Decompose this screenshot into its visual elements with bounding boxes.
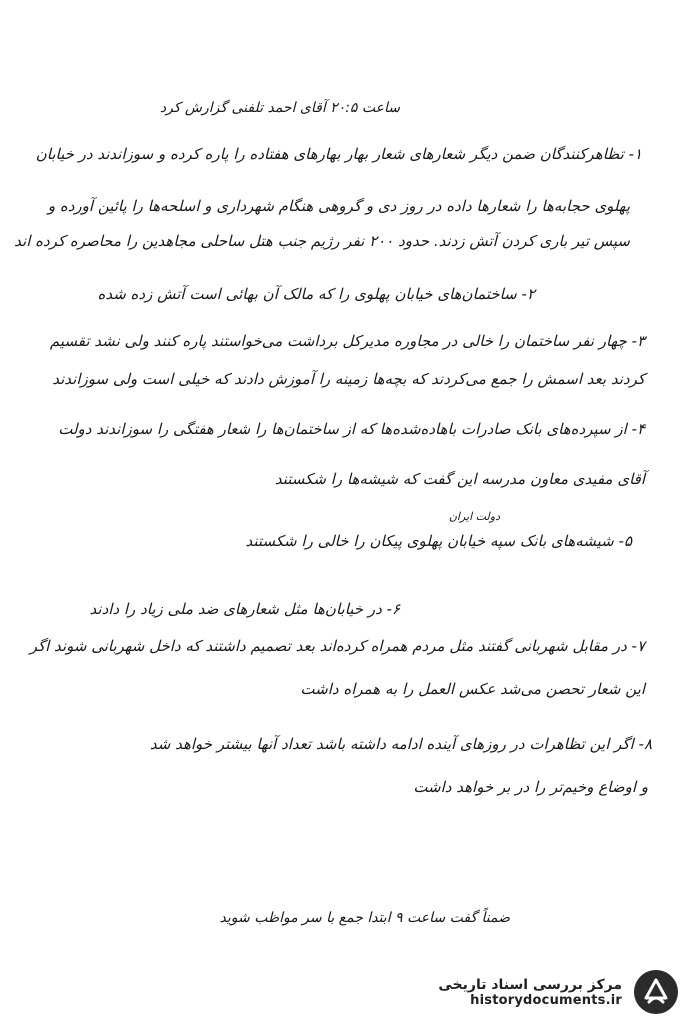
watermark-title: مرکز بررسی اسناد تاریخی [438,976,622,993]
report-line-2: پهلوی حجابه‌ها را شعارها داده در روز دی و گروهی هنگام شهرداری و اسلحه‌ها را پائین آورده و [47,197,630,215]
report-line-5: ۳- چهار نفر ساختمان را خالی در مجاوره مدیرکل برداشت می‌خواستند پاره کنند ولی نشد تقسیم [49,332,645,350]
watermark-url: historydocuments.ir [470,992,622,1008]
archive-logo-icon [632,968,680,1016]
report-line-15: و اوضاع وخیم‌تر را در بر خواهد داشت [413,778,648,796]
report-line-12: ۷- در مقابل شهربانی گفتند مثل مردم همراه کرده‌اند بعد تصمیم داشتند که داخل شهربانی شوند اگر [29,637,645,655]
report-line-10: ۵- شیشه‌های بانک سپه خیابان پهلوی پیکان را خالی را شکستند [245,532,632,550]
report-closing: ضمناً گفت ساعت ۹ ابتدا جمع با سر مواظب شوید [219,910,510,926]
report-line-1: ۱- تظاهرکنندگان ضمن دیگر شعارهای شعار بهار بهارهای هفتاده را پاره کرده و سوزاندند در خیابان [35,145,642,163]
report-line-14: ۸- اگر این تظاهرات در روزهای آینده ادامه داشته باشد تعداد آنها بیشتر خواهد شد [149,735,652,753]
report-line-7: ۴- از سپرده‌های بانک صادرات باهاده‌شده‌ها که از ساختمان‌ها را شعار هفتگی را سوزاندند دولت [58,420,645,438]
report-line-3: سپس تیر باری کردن آتش زدند. حدود ۲۰۰ نفر رژیم جنب هتل ساحلی مجاهدین را محاصره کرده اند [14,232,630,250]
report-line-4: ۲- ساختمان‌های خیابان پهلوی را که مالک آن بهائی است آتش زده شده [97,285,535,303]
report-header: ساعت ۲۰:۵ آقای احمد تلفنی گزارش کرد [159,100,400,116]
report-line-9-annotation: دولت ایران [448,510,500,523]
report-line-6: کردند بعد اسمش را جمع می‌کردند که بچه‌ها زمینه را آموزش دادند که خیلی است ولی سوزاندند [52,370,645,388]
watermark [438,968,680,1016]
watermark-text [438,977,622,1008]
report-line-8: آقای مفیدی معاون مدرسه این گفت که شیشه‌ها را شکستند [274,470,645,488]
report-line-13: این شعار تحصن می‌شد عکس العمل را به همراه داشت [300,680,645,698]
report-line-11: ۶- در خیابان‌ها مثل شعارهای ضد ملی زیاد را دادند [89,600,400,618]
